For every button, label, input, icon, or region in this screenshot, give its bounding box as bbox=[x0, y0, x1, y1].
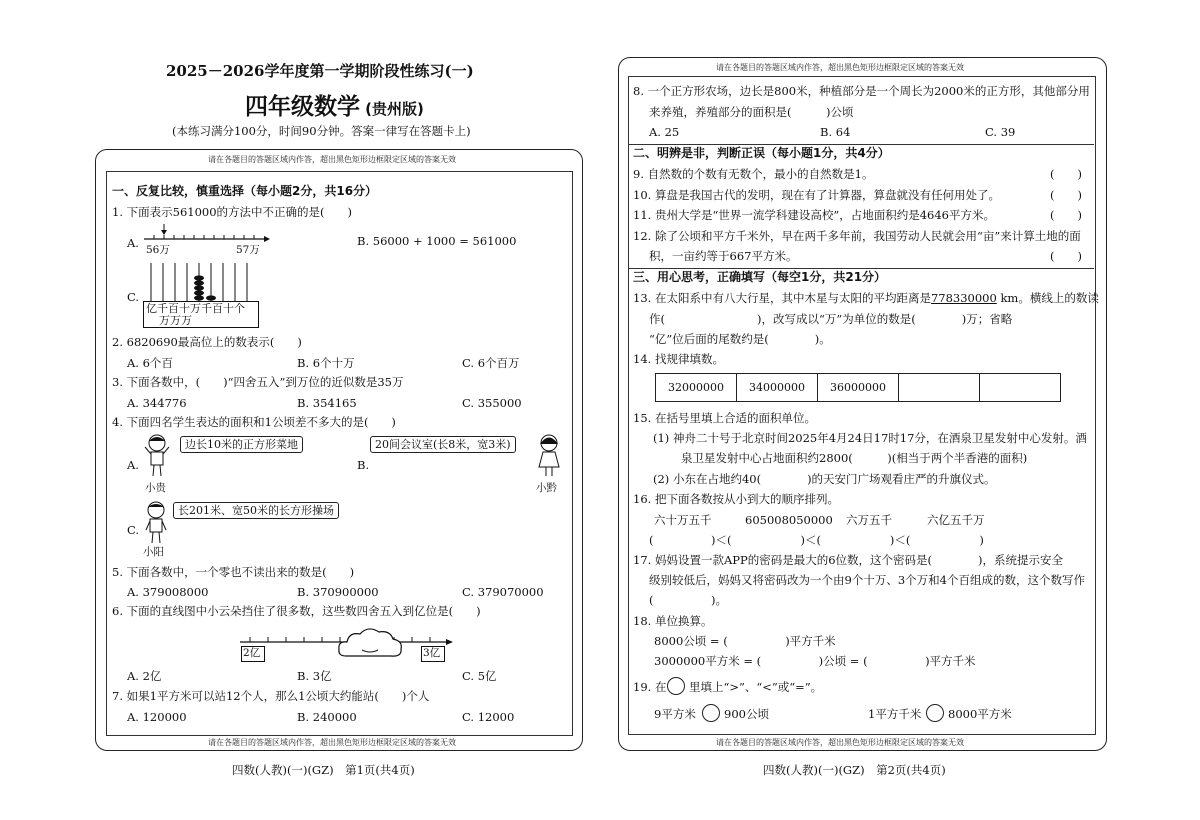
q14-cell-blank[interactable] bbox=[979, 373, 1061, 402]
q12-answer[interactable]: ( ) bbox=[1050, 249, 1082, 263]
q14-cell: 32000000 bbox=[655, 373, 737, 402]
abacus-label-top: 亿千百十万千百十个 bbox=[146, 302, 245, 315]
q18-item2: 3000000平方米 = ( )公顷 = ( )平方千米 bbox=[654, 654, 976, 668]
q17-line1: 17. 妈妈设置一款APP的密码是最大的6位数，这个密码是( )，系统提示安全 bbox=[633, 553, 1064, 567]
q9-text: 9. 自然数的个数有无数个，最小的自然数是1。 bbox=[633, 167, 874, 181]
q5-text: 5. 下面各数中，一个零也不读出来的数是( ) bbox=[112, 565, 355, 579]
section1-heading: 一、反复比较，慎重选择（每小题2分，共16分） bbox=[112, 184, 378, 198]
q4-option-c: C. bbox=[127, 523, 140, 537]
q4-option-a: A. bbox=[127, 458, 139, 472]
q19-circle-icon bbox=[667, 677, 685, 695]
q1-text: 1. 下面表示561000的方法中不正确的是( ) bbox=[112, 205, 352, 219]
q1-nl-start: 56万 bbox=[146, 244, 170, 256]
q13-line2: 作( )，改写成以“万”为单位的数是( )万；省略 bbox=[649, 312, 1013, 326]
q3-option-b: B. 354165 bbox=[297, 396, 357, 410]
exam-title: 2025－2026学年度第一学期阶段性练习(一) bbox=[166, 62, 474, 80]
left-bottom-notice: 请在各题目的答题区域内作答，超出黑色矩形边框限定区域的答案无效 bbox=[208, 738, 456, 747]
exam-subject-line bbox=[245, 88, 424, 121]
q1-pointer-head bbox=[161, 230, 167, 235]
section2-heading: 二、明辨是非，判断正误（每小题1分，共4分） bbox=[633, 146, 890, 160]
q10-answer[interactable]: ( ) bbox=[1050, 188, 1082, 202]
q19-right2: 8000平方米 bbox=[948, 707, 1012, 721]
q11-answer[interactable]: ( ) bbox=[1050, 208, 1082, 222]
q10-text: 10. 算盘是我国古代的发明，现在有了计算器，算盘就没有任何用处了。 bbox=[633, 188, 1000, 202]
right-bottom-notice: 请在各题目的答题区域内作答，超出黑色矩形边框限定区域的答案无效 bbox=[716, 738, 964, 747]
q16-num: 六亿五千万 bbox=[927, 513, 985, 527]
q4-c-name: 小阳 bbox=[143, 546, 164, 558]
q8-option-c: C. 39 bbox=[985, 125, 1016, 139]
q15-text: 15. 在括号里填上合适的面积单位。 bbox=[633, 411, 816, 425]
kid-xiaogui-icon bbox=[143, 433, 171, 479]
q19-text-a: 19. 在 bbox=[633, 680, 667, 694]
q2-option-a: A. 6个百 bbox=[127, 356, 173, 370]
q6-option-c: C. 5亿 bbox=[462, 669, 497, 683]
left-footer: 四数(人教)(一)(GZ) 第1页(共4页) bbox=[232, 763, 415, 777]
q1-option-a: A. bbox=[127, 236, 139, 250]
q11-text: 11. 贵州大学是“世界一流学科建设高校”，占地面积约是4646平方米。 bbox=[633, 208, 995, 222]
q8-line1: 8. 一个正方形农场，边长是800米，种植部分是一个周长为2000米的正方形，其他部分用 bbox=[633, 84, 1090, 98]
q14-text: 14. 找规律填数。 bbox=[633, 352, 724, 366]
exam-edition: (贵州版) bbox=[365, 100, 424, 118]
q3-text: 3. 下面各数中，( )“四舍五入”到万位的近似数是35万 bbox=[112, 375, 404, 389]
q13-line3: “亿”位后面的尾数约是( )。 bbox=[649, 332, 831, 346]
q14-table bbox=[655, 373, 1061, 402]
q16-num: 六万五千 bbox=[846, 513, 892, 527]
q4-c-speech: 长201米、宽50米的长方形操场 bbox=[173, 502, 339, 519]
q8-line2: 来养殖，养殖部分的面积是( )公顷 bbox=[649, 105, 854, 119]
q6-left-label: 2亿 bbox=[243, 647, 261, 659]
q14-cell-blank[interactable] bbox=[898, 373, 980, 402]
right-footer: 四数(人教)(一)(GZ) 第2页(共4页) bbox=[763, 763, 946, 777]
q17-line2: 级别较低后，妈妈又将密码改为一个由9个十万、3个万和4个百组成的数，这个数写作 bbox=[649, 573, 1085, 587]
q6-right-label: 3亿 bbox=[423, 647, 441, 659]
kid-xiaoqian-icon bbox=[535, 433, 563, 479]
q4-b-speech: 20间会议室(长8米，宽3米) bbox=[370, 436, 516, 453]
q5-option-b: B. 370900000 bbox=[297, 585, 379, 599]
q1-nl-end: 57万 bbox=[236, 244, 260, 256]
q13-line1 bbox=[633, 291, 1099, 305]
q13-underlined-number: 778330000 bbox=[930, 291, 997, 305]
q17-line3: ( )。 bbox=[649, 593, 727, 607]
q14-cell: 36000000 bbox=[817, 373, 899, 402]
q8-option-a: A. 25 bbox=[649, 125, 680, 139]
q3-option-a: A. 344776 bbox=[127, 396, 187, 410]
q6-option-a: A. 2亿 bbox=[127, 669, 162, 683]
q7-option-a: A. 120000 bbox=[127, 710, 187, 724]
exam-subject: 四年级数学 bbox=[245, 94, 360, 120]
q16-num: 六十万五千 bbox=[654, 513, 712, 527]
q7-option-c: C. 12000 bbox=[462, 710, 515, 724]
right-top-notice: 请在各题目的答题区域内作答，超出黑色矩形边框限定区域的答案无效 bbox=[716, 63, 964, 72]
q4-a-speech: 边长10米的正方形菜地 bbox=[180, 436, 303, 453]
q19-text-b: 里填上“>”、“<”或“=”。 bbox=[689, 680, 823, 694]
q5-option-a: A. 379008000 bbox=[127, 585, 209, 599]
q1-line-arrow bbox=[264, 236, 270, 242]
q6-option-b: B. 3亿 bbox=[297, 669, 332, 683]
q1-line-ticks bbox=[154, 235, 254, 239]
q4-text: 4. 下面四名学生表达的面积和1公顷差不多大的是( ) bbox=[112, 415, 396, 429]
q19-left2: 1平方千米 bbox=[868, 707, 922, 721]
q16-text: 16. 把下面各数按从小到大的顺序排列。 bbox=[633, 492, 839, 506]
q2-text: 2. 6820690最高位上的数表示( ) bbox=[112, 335, 302, 349]
q5-option-c: C. 379070000 bbox=[462, 585, 544, 599]
q1-option-b: B. 56000 + 1000 = 561000 bbox=[357, 234, 517, 248]
q4-b-name: 小黔 bbox=[536, 482, 557, 494]
abacus-label-bottom: 万万万 bbox=[159, 314, 192, 327]
q14-cell: 34000000 bbox=[736, 373, 818, 402]
section3-rule bbox=[628, 268, 1094, 269]
q19-blank-circle[interactable] bbox=[702, 704, 720, 722]
q7-text: 7. 如果1平方米可以站12个人，那么1公顷大约能站( )个人 bbox=[112, 689, 430, 703]
q13-text-a: 13. 在太阳系中有八大行星，其中木星与太阳的平均距离是 bbox=[633, 291, 931, 305]
q15-part1-line2: 泉卫星发射中心占地面积约2800( )(相当于两个半香港的面积) bbox=[681, 451, 1028, 465]
q15-part2: (2) 小东在占地约40( )的天安门广场观看庄严的升旗仪式。 bbox=[653, 472, 996, 486]
q19-left1: 9平方米 bbox=[654, 707, 696, 721]
q7-option-b: B. 240000 bbox=[297, 710, 357, 724]
left-top-notice: 请在各题目的答题区域内作答，超出黑色矩形边框限定区域的答案无效 bbox=[208, 155, 456, 164]
q1-option-c: C. bbox=[127, 290, 140, 304]
abacus-icon bbox=[143, 261, 258, 305]
exam-note: (本练习满分100分，时间90分钟。答案一律写在答题卡上) bbox=[172, 124, 471, 138]
kid-xiaoyang-icon bbox=[142, 500, 170, 546]
q18-item1: 8000公顷 = ( )平方千米 bbox=[654, 634, 836, 648]
q12-line2: 积，一亩约等于667平方米。 bbox=[649, 249, 798, 263]
q6-text: 6. 下面的直线图中小云朵挡住了很多数，这些数四舍五入到亿位是( ) bbox=[112, 604, 481, 618]
section3-heading: 三、用心思考，正确填写（每空1分，共21分） bbox=[633, 270, 887, 284]
q12-line1: 12. 除了公顷和平方千米外，早在两千多年前，我国劳动人民就会用“亩”来计算土地的面 bbox=[633, 229, 1081, 243]
q15-part1-line1: (1) 神舟二十号于北京时间2025年4月24日17时17分，在酒泉卫星发射中心发射。酒 bbox=[653, 431, 1087, 445]
q3-option-c: C. 355000 bbox=[462, 396, 522, 410]
q8-option-b: B. 64 bbox=[820, 125, 851, 139]
q16-num: 605008050000 bbox=[745, 513, 833, 527]
section2-rule bbox=[628, 144, 1094, 145]
q4-option-b: B. bbox=[357, 458, 370, 472]
q18-text: 18. 单位换算。 bbox=[633, 614, 713, 628]
q2-option-c: C. 6个百万 bbox=[462, 356, 520, 370]
q16-order[interactable]: ( )＜( )＜( )＜( ) bbox=[649, 533, 984, 547]
q13-text-b: km。横线上的数读 bbox=[996, 291, 1099, 305]
q2-option-b: B. 6个十万 bbox=[297, 356, 355, 370]
q19-blank-circle[interactable] bbox=[926, 704, 944, 722]
q4-a-name: 小贵 bbox=[145, 482, 166, 494]
q19-right1: 900公顷 bbox=[724, 707, 769, 721]
q9-answer[interactable]: ( ) bbox=[1050, 167, 1082, 181]
